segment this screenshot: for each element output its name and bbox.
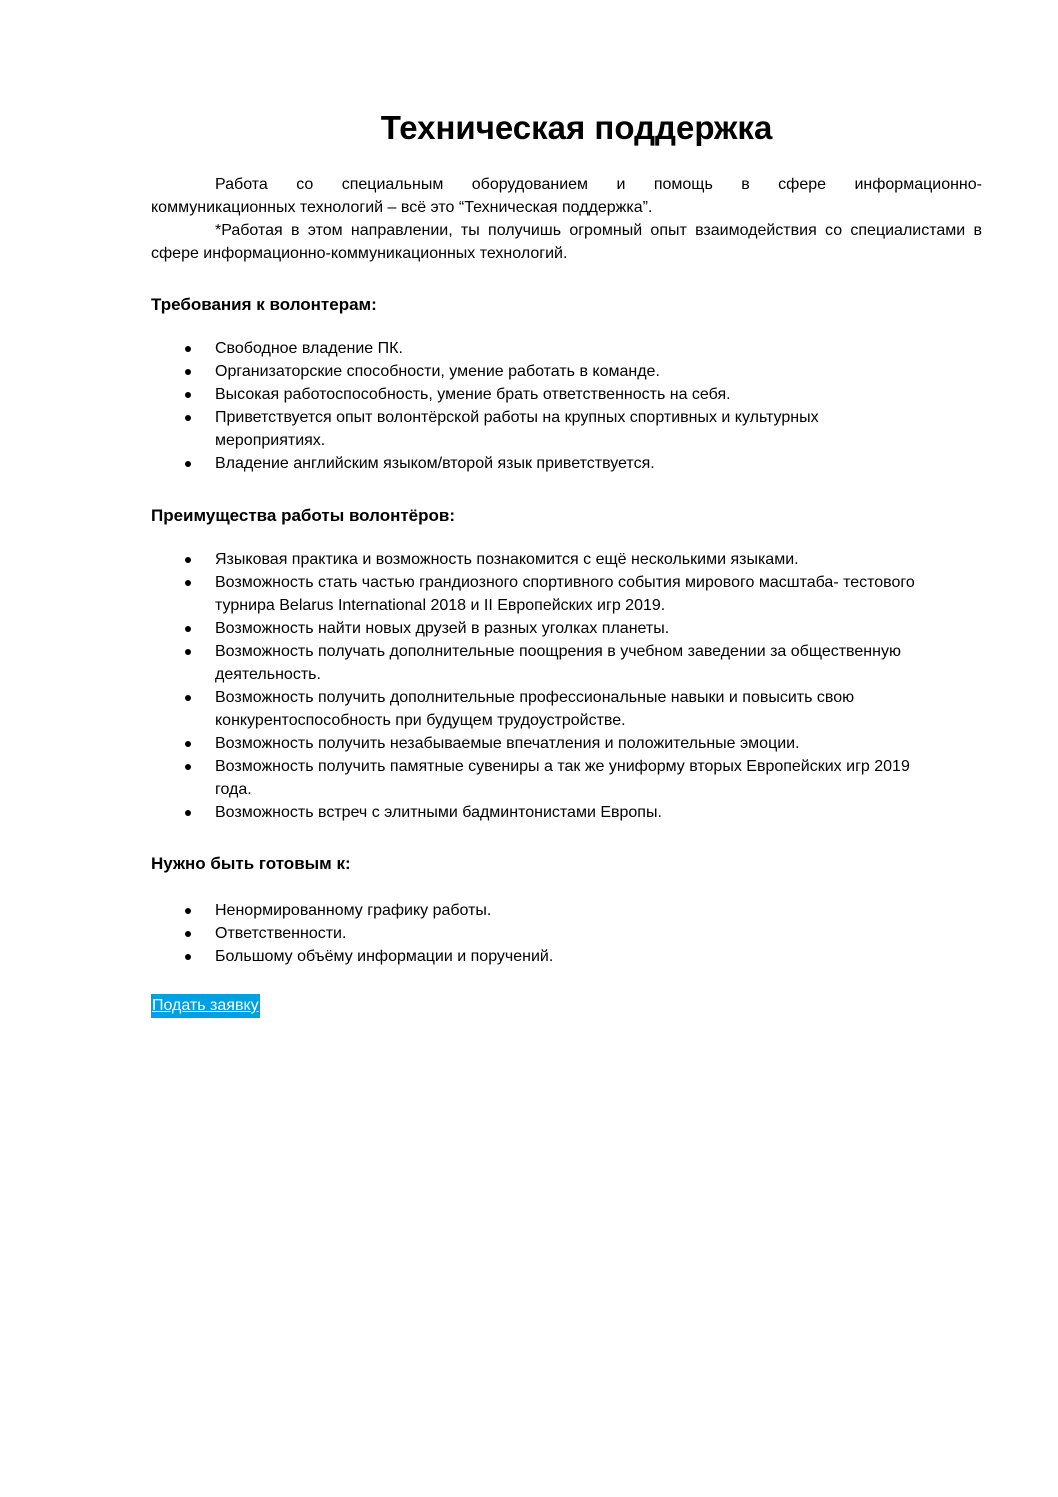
list-item-text: Приветствуется опыт волонтёрской работы на крупных спортивных и культурных мероприятиях. [215,409,819,449]
intro-paragraph-2: *Работая в этом направлении, ты получишь огромный опыт взаимодействия со специалистами в сфере информационно-коммуникационных технологий. [151,222,982,262]
bullet-icon [185,626,191,632]
list-item [151,406,915,452]
list-item [151,617,915,640]
bullet-icon [185,695,191,701]
bullet-icon [185,954,191,960]
list-item-text: Языковая практика и возможность познакомится с ещё несколькими языками. [215,551,799,568]
bullet-icon [185,764,191,770]
bullet-icon [185,415,191,421]
list-item-text: Возможность получить дополнительные профессиональные навыки и повысить свою конкурентоспособность при будущем трудоустройстве. [215,689,855,729]
list-item-text: Свободное владение ПК. [215,340,403,357]
list-item [151,360,915,383]
list-item [151,571,915,617]
list-item-text: Ответственности. [215,925,347,942]
list-item-text: Организаторские способности, умение работать в команде. [215,363,660,380]
bullet-icon [185,557,191,563]
readiness-heading: Нужно быть готовым к: [151,854,351,873]
apply-link[interactable]: Подать заявку [151,994,260,1018]
bullet-icon [185,369,191,375]
intro-section [151,173,982,265]
bullet-icon [185,461,191,467]
readiness-list [151,899,982,968]
list-item-text: Ненормированному графику работы. [215,902,492,919]
bullet-icon [185,908,191,914]
list-item-text: Возможность получить памятные сувениры а так же униформу вторых Европейских игр 2019 года. [215,758,910,798]
bullet-icon [185,810,191,816]
document-content [151,104,982,1018]
list-item [151,640,915,686]
list-item-text: Возможность встреч с элитными бадминтонистами Европы. [215,804,662,821]
list-item [151,801,915,824]
bullet-icon [185,580,191,586]
list-item [151,548,915,571]
intro-paragraph-line2: коммуникационных технологий – всё это “Техническая поддержка”. [151,199,653,216]
apply-link-container [151,994,982,1018]
list-item [151,755,915,801]
bullet-icon [185,931,191,937]
benefits-heading: Преимущества работы волонтёров: [151,506,456,525]
requirements-list [151,337,982,475]
list-item-text: Возможность получить незабываемые впечатления и положительные эмоции. [215,735,800,752]
list-item-text: Большому объёму информации и поручений. [215,948,554,965]
list-item [151,899,915,922]
list-item [151,452,915,475]
page-title: Техническая поддержка [380,109,773,146]
list-item [151,383,915,406]
list-item-text: Возможность получать дополнительные поощрения в учебном заведении за общественную деятельность. [215,643,901,683]
list-item [151,732,915,755]
requirements-heading: Требования к волонтерам: [151,295,377,314]
bullet-icon [185,346,191,352]
list-item [151,337,915,360]
benefits-list [151,548,982,824]
list-item-text: Возможность стать частью грандиозного спортивного события мирового масштаба- тестового турнира Belarus International 2018 и II Европейских игр 2019. [215,574,915,614]
bullet-icon [185,741,191,747]
list-item-text: Высокая работоспособность, умение брать ответственность на себя. [215,386,731,403]
list-item [151,922,915,945]
list-item-text: Возможность найти новых друзей в разных уголках планеты. [215,620,670,637]
list-item-text: Владение английским языком/второй язык приветствуется. [215,455,655,472]
list-item [151,945,915,968]
list-item [151,686,915,732]
bullet-icon [185,392,191,398]
bullet-icon [185,649,191,655]
intro-paragraph-line1: Работа со специальным оборудованием и помощь в сфере информационно- [215,176,982,193]
